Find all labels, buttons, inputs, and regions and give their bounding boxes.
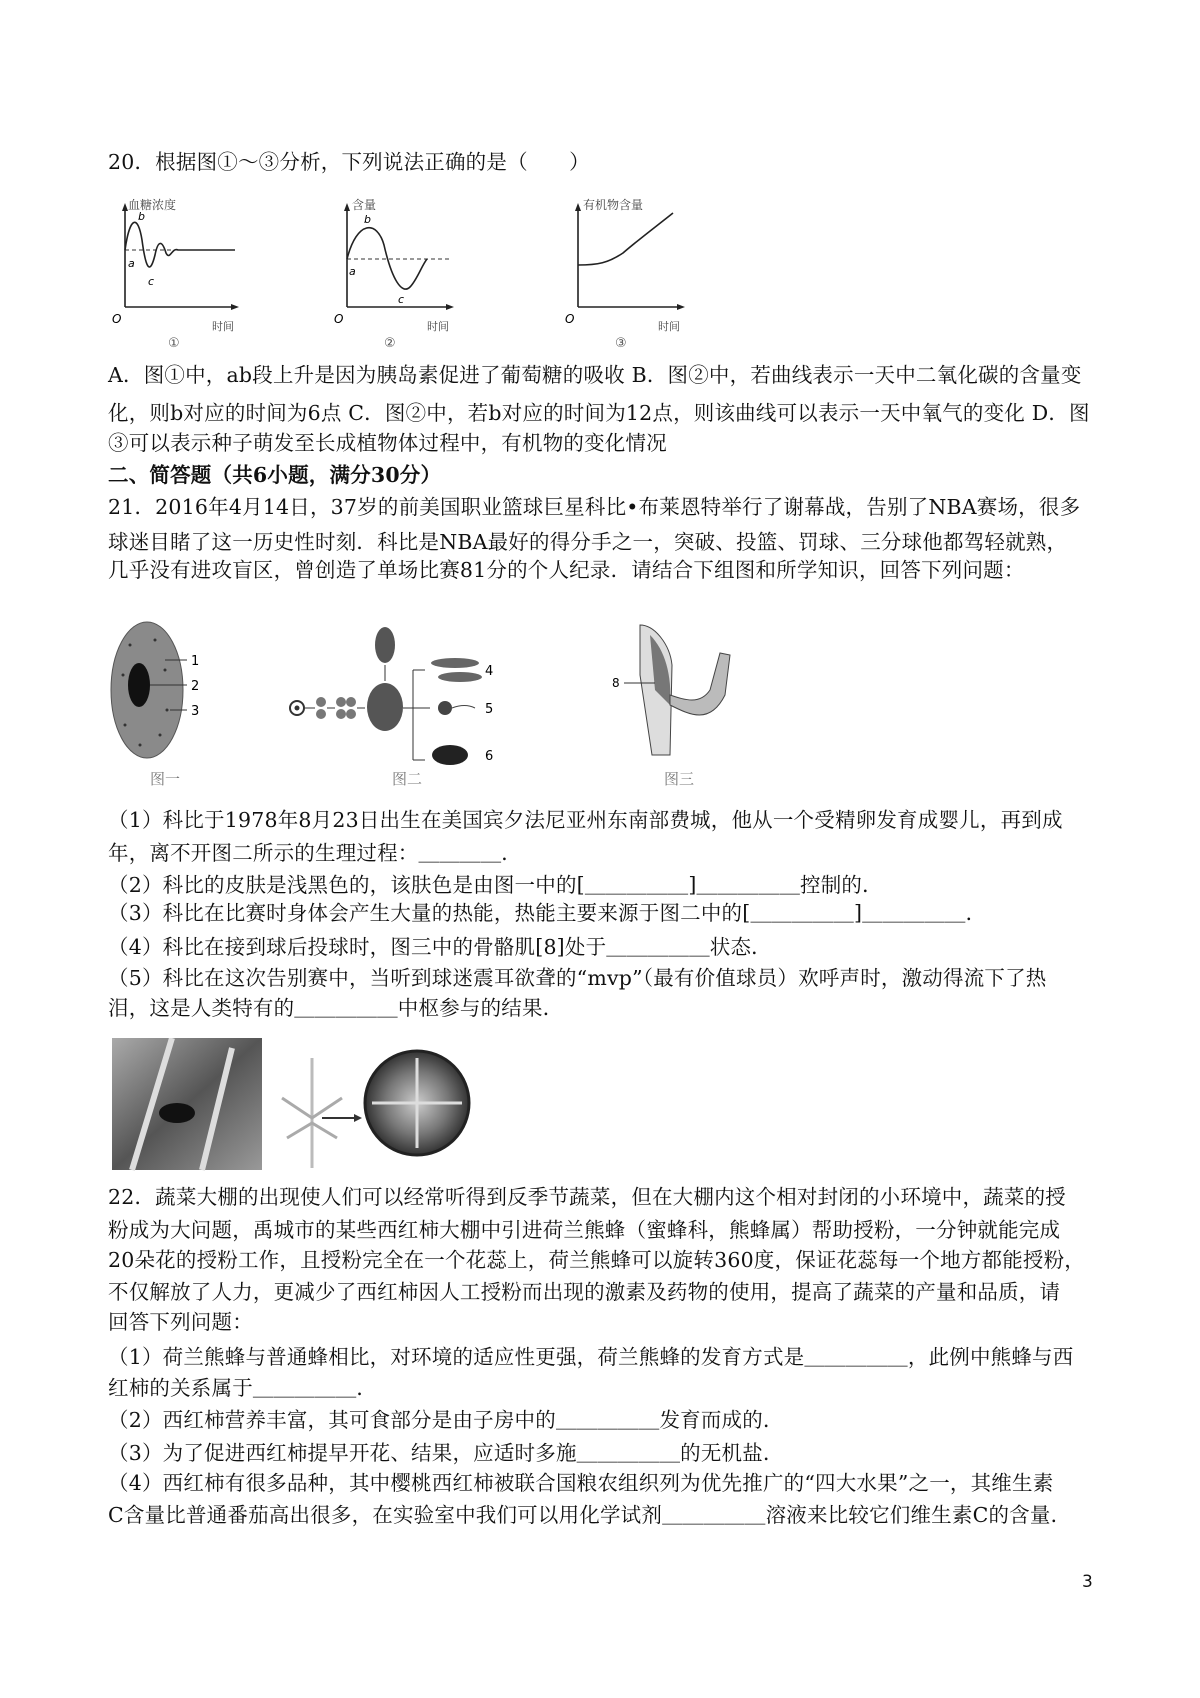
figure-1-cell xyxy=(105,615,225,790)
figure-2-caption: 图二 xyxy=(392,770,423,788)
q20-options-line-1: A．图①中，ab段上升是因为胰岛素促进了葡萄糖的吸收 B．图②中，若曲线表示一天中二氧化碳的含量变 xyxy=(108,363,1082,387)
graph-2-ylabel: 含量 xyxy=(352,198,377,212)
q22-sub-4-line-2: C含量比普通番茄高出很多，在实验室中我们可以用化学试剂＿＿＿＿＿溶液来比较它们维生素C的含量． xyxy=(108,1503,1072,1527)
q22-stem-line-3: 20朵花的授粉工作，且授粉完全在一个花蕊上，荷兰熊蜂可以旋转360度，保证花蕊每一个地方都能授粉， xyxy=(108,1248,1086,1272)
label-6: 6 xyxy=(485,749,494,764)
point-b: b xyxy=(364,213,371,226)
figure-2-cell-differentiation xyxy=(285,615,525,775)
origin-label: O xyxy=(112,312,122,326)
label-4: 4 xyxy=(485,664,494,679)
graph-3-caption: ③ xyxy=(615,336,627,350)
point-a: a xyxy=(349,265,356,278)
point-c: c xyxy=(148,275,155,288)
bumblebee-tomato-images xyxy=(112,1038,472,1173)
graph-2-caption: ② xyxy=(384,336,396,350)
q22-sub-2: （2）西红柿营养丰富，其可食部分是由子房中的＿＿＿＿＿发育而成的． xyxy=(108,1408,784,1432)
q22-stem-line-5: 回答下列问题： xyxy=(108,1310,253,1334)
point-c: c xyxy=(398,293,405,306)
figure-3-caption: 图三 xyxy=(664,770,695,788)
q22-sub-1-line-1: （1）荷兰熊蜂与普通蜂相比，对环境的适应性更强，荷兰熊蜂的发育方式是＿＿＿＿＿，此例中熊蜂与西 xyxy=(108,1345,1074,1369)
q21-sub-1-line-1: （1）科比于1978年8月23日出生在美国宾夕法尼亚州东南部费城，他从一个受精卵发育成婴儿，再到成 xyxy=(108,808,1063,832)
q21-stem-line-2: 球迷目睹了这一历史性时刻．科比是NBA最好的得分手之一，突破、投篮、罚球、三分球他都驾轻就熟， xyxy=(108,530,1068,554)
figure-1-caption: 图一 xyxy=(150,770,181,788)
q21-stem-line-1: 21．2016年4月14日，37岁的前美国职业篮球巨星科比•布莱恩特举行了谢幕战，告别了NBA赛场，很多 xyxy=(108,495,1081,519)
q21-stem-line-3: 几乎没有进攻盲区，曾创造了单场比赛81分的个人纪录．请结合下组图和所学知识，回答下列问题： xyxy=(108,558,1025,582)
q20-options-line-2: 化，则b对应的时间为6点 C．图②中，若b对应的时间为12点，则该曲线可以表示一天中氧气的变化 D．图 xyxy=(108,401,1090,425)
point-b: b xyxy=(138,210,145,223)
label-8: 8 xyxy=(612,676,620,690)
figure-3-arm-muscle xyxy=(610,615,760,775)
q21-sub-3: （3）科比在比赛时身体会产生大量的热能，热能主要来源于图二中的[＿＿＿＿＿]＿＿＿＿＿． xyxy=(108,901,987,925)
q21-sub-4: （4）科比在接到球后投球时，图三中的骨骼肌[8]处于＿＿＿＿＿状态． xyxy=(108,935,772,959)
q22-stem-line-4: 不仅解放了人力，更减少了西红柿因人工授粉而出现的激素及药物的使用，提高了蔬菜的产量和品质，请 xyxy=(108,1280,1061,1304)
q22-sub-4-line-1: （4）西红柿有很多品种，其中樱桃西红柿被联合国粮农组织列为优先推广的“四大水果”之一，其维生素 xyxy=(108,1471,1054,1495)
question-20-stem: 20．根据图①～③分析，下列说法正确的是（ ） xyxy=(108,150,590,174)
page-number: 3 xyxy=(1082,1572,1093,1592)
graph-2-xlabel: 时间 xyxy=(427,320,449,333)
bumblebee-photo xyxy=(112,1038,262,1170)
origin-label: O xyxy=(565,312,575,326)
tomato-flower-drawing xyxy=(282,1051,469,1168)
section-heading: 二、简答题（共6小题，满分30分） xyxy=(108,463,442,487)
q22-sub-3: （3）为了促进西红柿提早开花、结果，应适时多施＿＿＿＿＿的无机盐． xyxy=(108,1441,784,1465)
q21-sub-5-line-2: 泪，这是人类特有的＿＿＿＿＿中枢参与的结果． xyxy=(108,996,564,1020)
graph-2-content xyxy=(322,195,482,350)
q22-stem-line-2: 粉成为大问题，禹城市的某些西红柿大棚中引进荷兰熊蜂（蜜蜂科，熊蜂属）帮助授粉，一分钟就能完成 xyxy=(108,1218,1061,1242)
graph-1-ylabel: 血糖浓度 xyxy=(128,198,177,212)
q20-options-line-3: ③可以表示种子萌发至长成植物体过程中，有机物的变化情况 xyxy=(108,431,667,455)
graph-1-caption: ① xyxy=(168,336,180,350)
graph-3-xlabel: 时间 xyxy=(658,320,680,333)
q21-sub-1-line-2: 年，离不开图二所示的生理过程：＿＿＿＿． xyxy=(108,841,522,865)
label-5: 5 xyxy=(485,702,494,717)
q21-sub-2: （2）科比的皮肤是浅黑色的，该肤色是由图一中的[＿＿＿＿＿]＿＿＿＿＿控制的． xyxy=(108,873,883,897)
graph-1-xlabel: 时间 xyxy=(212,320,234,333)
label-2: 2 xyxy=(191,679,200,694)
origin-label: O xyxy=(334,312,344,326)
label-3: 3 xyxy=(191,704,200,719)
graph-3-ylabel: 有机物含量 xyxy=(583,198,644,212)
label-1: 1 xyxy=(191,654,200,669)
q22-sub-1-line-2: 红柿的关系属于＿＿＿＿＿． xyxy=(108,1376,378,1400)
q21-sub-5-line-1: （5）科比在这次告别赛中，当听到球迷震耳欲聋的“mvp”（最有价值球员）欢呼声时，激动得流下了热 xyxy=(108,966,1047,990)
q22-stem-line-1: 22．蔬菜大棚的出现使人们可以经常听得到反季节蔬菜，但在大棚内这个相对封闭的小环境中，蔬菜的授 xyxy=(108,1185,1066,1209)
graph-3-organic-matter xyxy=(553,195,713,350)
graph-1-blood-sugar xyxy=(100,195,260,350)
point-a: a xyxy=(128,257,135,270)
